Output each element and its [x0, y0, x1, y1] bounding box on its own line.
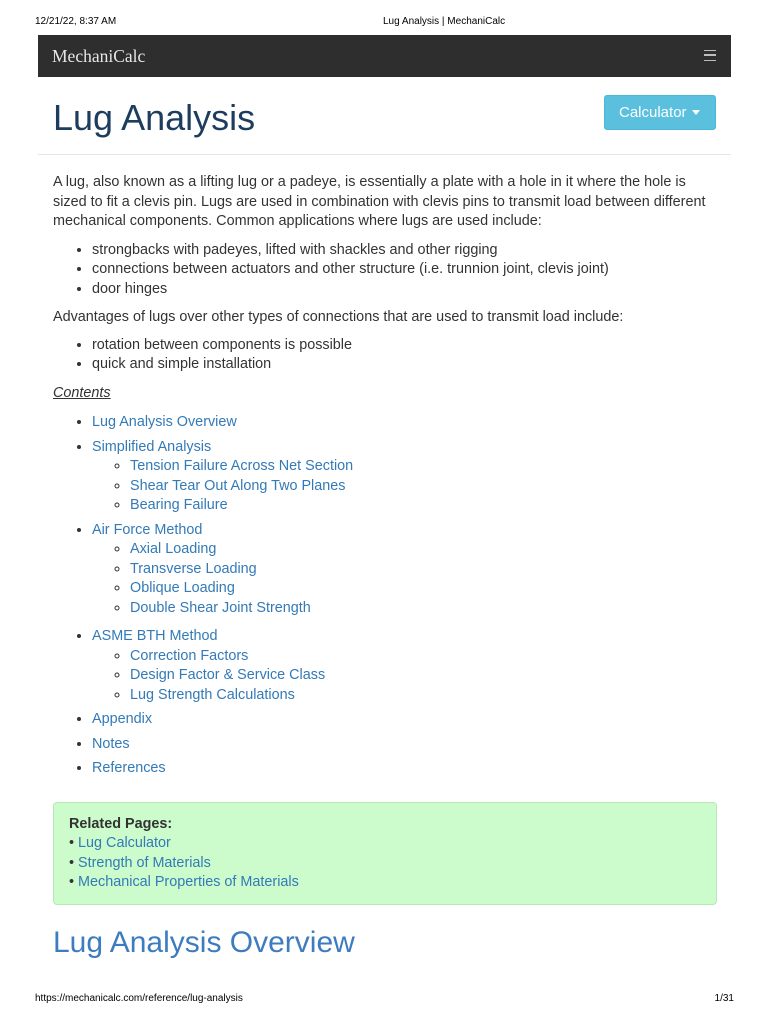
- toc-link-references[interactable]: References: [92, 760, 166, 776]
- toc-link-lug-analysis-overview[interactable]: Lug Analysis Overview: [92, 414, 237, 430]
- related-pages-label: Related Pages:: [69, 815, 173, 832]
- print-footer: [0, 993, 768, 1005]
- header-divider: [38, 154, 731, 155]
- toc-sublist: [92, 540, 717, 618]
- toc-item: [92, 710, 717, 730]
- toc-sublink-transverse-loading[interactable]: Transverse Loading: [130, 560, 257, 577]
- advantages-intro: Advantages of lugs over other types of connections that are used to transmit load include:: [53, 309, 624, 325]
- toc-subitem: [130, 496, 717, 516]
- menu-toggle-button[interactable]: [704, 50, 716, 61]
- calculator-dropdown-button[interactable]: [604, 95, 716, 130]
- toc-subitem: [130, 560, 717, 580]
- toc-item: [92, 438, 717, 516]
- toc-item: [92, 735, 717, 755]
- toc-sublink-lug-strength-calculations[interactable]: Lug Strength Calculations: [130, 686, 295, 703]
- section-heading: Lug Analysis Overview: [53, 925, 355, 959]
- toc-sublink-axial-loading[interactable]: Axial Loading: [130, 541, 217, 557]
- toc-link-simplified-analysis[interactable]: Simplified Analysis: [92, 438, 212, 455]
- toc-link-asme-bth-method[interactable]: ASME BTH Method: [92, 628, 218, 644]
- toc-sublink-tension-failure[interactable]: Tension Failure Across Net Section: [130, 458, 354, 474]
- brand-link[interactable]: MechaniCalc: [52, 46, 146, 66]
- list-item: • rotation between components is possible: [92, 336, 717, 356]
- toc-item: [92, 413, 717, 433]
- toc-sublist: [92, 647, 717, 706]
- article-content: [53, 173, 717, 961]
- related-link-row: [69, 834, 701, 854]
- page-title: Lug Analysis: [53, 97, 256, 138]
- related-link-mechanical-properties[interactable]: Mechanical Properties of Materials: [78, 874, 299, 890]
- toc-sublink-bearing-failure[interactable]: Bearing Failure: [130, 497, 228, 513]
- toc-subitem: [130, 540, 717, 560]
- print-url: https://mechanicalc.com/reference/lug-analysis: [35, 993, 243, 1004]
- caret-down-icon: [692, 110, 700, 115]
- toc-link-air-force-method[interactable]: Air Force Method: [92, 521, 203, 538]
- print-page-number: 1/31: [714, 993, 734, 1004]
- toc-subitem: [130, 599, 717, 619]
- advantages-list: [53, 336, 717, 375]
- intro-paragraph: A lug, also known as a lifting lug or a padeye, is essentially a plate with a hole in it where the hole is sized to fit a clevis pin. Lugs are used in combination with clevis pins to transmit load between different mechanical components. Common applications where lugs are used include:: [53, 174, 706, 229]
- toc-sublist: [92, 457, 717, 516]
- navbar: [38, 35, 731, 77]
- toc-sublink-double-shear-joint-strength[interactable]: Double Shear Joint Strength: [130, 599, 311, 616]
- list-item: • quick and simple installation: [92, 355, 717, 375]
- hamburger-menu-icon: [704, 50, 716, 61]
- toc-sublink-design-factor-service-class[interactable]: Design Factor & Service Class: [130, 667, 326, 683]
- print-header: [0, 16, 768, 28]
- toc-sublink-shear-tear-out[interactable]: Shear Tear Out Along Two Planes: [130, 477, 346, 494]
- print-page-title: Lug Analysis | MechaniCalc: [383, 16, 506, 27]
- related-link-strength-of-materials[interactable]: Strength of Materials: [78, 854, 211, 871]
- table-of-contents: [53, 413, 717, 779]
- toc-subitem: [130, 579, 717, 599]
- toc-subitem: [130, 666, 717, 686]
- contents-label: Contents: [53, 384, 111, 401]
- toc-item: [92, 759, 717, 779]
- related-link-row: [69, 854, 701, 874]
- related-link-row: [69, 873, 701, 893]
- bullet: •: [69, 874, 75, 890]
- list-item: • strongbacks with padeyes, lifted with shackles and other rigging: [92, 241, 717, 261]
- related-pages-box: [53, 802, 717, 905]
- list-item: • door hinges: [92, 280, 717, 300]
- toc-link-notes[interactable]: Notes: [92, 735, 130, 752]
- toc-item: [92, 521, 717, 619]
- toc-subitem: [130, 477, 717, 497]
- toc-subitem: [130, 686, 717, 706]
- toc-sublink-correction-factors[interactable]: Correction Factors: [130, 647, 249, 664]
- list-item: • connections between actuators and other structure (i.e. trunnion joint, clevis joint): [92, 260, 717, 280]
- toc-item: [92, 627, 717, 705]
- print-datetime: 12/21/22, 8:37 AM: [35, 16, 117, 27]
- toc-sublink-oblique-loading[interactable]: Oblique Loading: [130, 580, 235, 596]
- toc-link-appendix[interactable]: Appendix: [92, 711, 153, 727]
- bullet: •: [69, 835, 75, 851]
- calculator-button-label: Calculator: [619, 104, 687, 121]
- related-link-lug-calculator[interactable]: Lug Calculator: [78, 835, 171, 851]
- applications-list: [53, 241, 717, 300]
- toc-subitem: [130, 647, 717, 667]
- toc-subitem: [130, 457, 717, 477]
- bullet: •: [69, 854, 75, 871]
